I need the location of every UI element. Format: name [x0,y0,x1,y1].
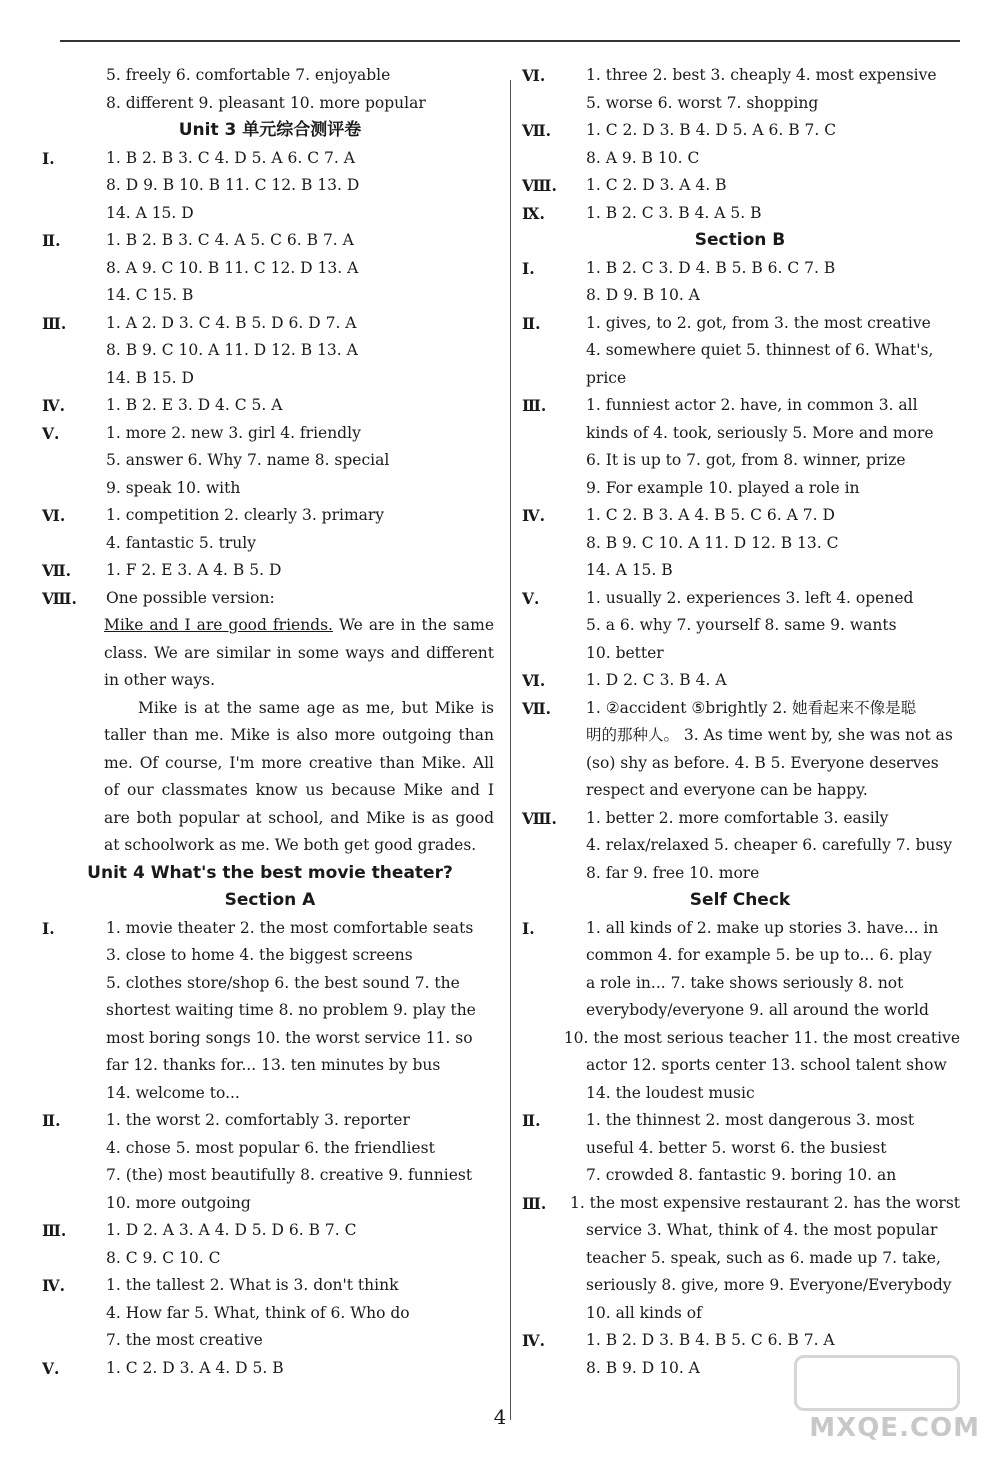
answer-text: 1. competition 2. clearly 3. primary [106,506,385,524]
section-heading: Section B [694,230,786,250]
answer-text: price [586,368,627,387]
answer-line [520,832,960,860]
answer-text: 4. fantastic 5. truly [106,533,256,552]
answer-line [520,1327,960,1355]
answer-text: 8. B 9. D 10. A [586,1358,700,1377]
answer-line [520,1107,960,1135]
item-number: Ⅷ. [522,176,557,195]
answer-line [520,117,960,145]
answer-text: kinds of 4. took, seriously 5. More and more [586,423,934,442]
answer-text: 1. movie theater 2. the most comfortable seats [106,918,474,937]
answer-text: a role in... 7. take shows seriously 8. not [586,973,904,992]
essay-p1-rest: We are in the same class. We are similar in some ways and different in other ways. [104,616,494,689]
essay-topic-sentence: Mike and I are good friends. [104,616,333,634]
answer-line [520,282,960,310]
answer-text: 8. B 9. C 10. A 11. D 12. B 13. A [106,341,358,359]
answer-text: 1. the worst 2. comfortably 3. reporter [106,1111,410,1129]
item-number: Ⅰ. [42,148,55,168]
answer-line [520,200,960,228]
answer-line [40,530,500,558]
answer-text: 1. D 2. A 3. A 4. D 5. D 6. B 7. C [106,1221,357,1239]
answer-line [40,1245,500,1273]
answer-text: 5. clothes store/shop 6. the best sound 7. the [106,973,460,992]
answer-text: One possible version: [106,588,275,607]
answer-line [520,1217,960,1245]
item-number: Ⅴ. [42,1358,60,1378]
answer-text: 1. B 2. C 3. B 4. A 5. B [586,203,762,222]
answer-line [40,310,500,338]
answer-text: 10. better [586,643,664,662]
answer-text: 14. the loudest music [586,1083,755,1102]
item-number: Ⅲ. [42,313,67,333]
answer-text: 1. C 2. D 3. A 4. B [586,176,727,194]
item-number: Ⅳ. [522,506,545,525]
answer-line [40,970,500,998]
answer-text: 4. relax/relaxed 5. cheaper 6. carefully 7. busy [586,836,953,854]
item-number: Ⅲ. [522,396,547,415]
item-number: Ⅷ. [42,588,77,608]
answer-text: 4. somewhere quiet 5. thinnest of 6. What's, [586,341,934,359]
answer-text: useful 4. better 5. worst 6. the busiest [586,1138,887,1157]
column-divider [510,80,511,1420]
left-column [40,62,500,1382]
answer-line [40,200,500,228]
item-number: Ⅱ. [522,1111,541,1130]
answer-text: 1. C 2. D 3. A 4. D 5. B [106,1358,284,1377]
answer-line [40,1272,500,1300]
answer-text: 1. funniest actor 2. have, in common 3. all [586,396,918,414]
answer-line [520,62,960,90]
answer-line [520,337,960,365]
answer-line [40,255,500,283]
answer-text: respect and everyone can be happy. [586,781,868,799]
answer-text: 10. all kinds of [586,1303,702,1322]
answer-text: everybody/everyone 9. all around the world [586,1001,929,1019]
answer-text: 9. For example 10. played a role in [586,478,860,497]
answer-line [520,750,960,778]
answer-line [520,970,960,998]
answer-line [40,557,500,585]
answer-line [40,915,500,943]
item-number: Ⅶ. [522,698,552,718]
answer-text: seriously 8. give, more 9. Everyone/Everybody [586,1276,952,1294]
answer-line [520,530,960,558]
essay-paragraph-1 [104,612,494,695]
answer-line [40,475,500,503]
item-number: Ⅴ. [42,423,60,443]
answer-text: 1. B 2. B 3. C 4. A 5. C 6. B 7. A [106,231,354,249]
answer-text: 7. (the) most beautifully 8. creative 9. funniest [106,1166,473,1184]
answer-line [520,915,960,943]
answer-line [520,557,960,585]
answer-text: 明的那种人。 3. As time went by, she was not as [586,726,953,744]
answer-line [40,392,500,420]
top-rule [60,40,960,42]
item-number: Ⅷ. [522,808,557,828]
answer-line [520,722,960,750]
answer-line [40,90,500,118]
answer-line [40,227,500,255]
answer-text: 5. freely 6. comfortable 7. enjoyable [106,66,391,84]
section-heading: Unit 4 What's the best movie theater? [87,862,453,883]
answer-line [520,475,960,503]
section-heading: Section A [224,890,316,910]
answer-text: 1. three 2. best 3. cheaply 4. most expensive [586,66,937,84]
page-number: 4 [493,1405,507,1429]
answer-text: 1. B 2. D 3. B 4. B 5. C 6. B 7. A [586,1331,835,1349]
answer-line [40,1080,500,1108]
answer-line [520,805,960,833]
answer-line [520,420,960,448]
left-answers-unit4 [40,860,500,1383]
answer-line [520,447,960,475]
answer-text: 14. A 15. D [106,203,194,222]
answer-text: 1. ②accident ⑤brightly 2. 她看起来不像是聪 [586,698,917,717]
answer-line [40,172,500,200]
answer-text: 6. It is up to 7. got, from 8. winner, prize [586,451,906,469]
answer-line [520,942,960,970]
answer-line [520,502,960,530]
item-number: Ⅰ. [42,918,55,938]
item-number: Ⅶ. [522,121,552,140]
answer-text: 8. C 9. C 10. C [106,1248,221,1267]
watermark-text: MXQE.COM [809,1413,980,1443]
item-number: Ⅳ. [42,1276,65,1295]
answer-text: 14. B 15. D [106,368,194,387]
answer-line [520,90,960,118]
essay [40,612,500,860]
answer-line [40,1052,500,1080]
answer-line [40,1327,500,1355]
answer-text: 1. B 2. E 3. D 4. C 5. A [106,396,283,414]
item-number: Ⅵ. [522,671,546,690]
item-number: Ⅰ. [522,918,535,938]
item-number: Ⅶ. [42,561,72,580]
answer-line [520,1272,960,1300]
answer-text: 1. the thinnest 2. most dangerous 3. most [586,1111,915,1129]
answer-line [520,667,960,695]
answer-text: 1. usually 2. experiences 3. left 4. opened [586,588,914,607]
answer-line [520,1190,960,1218]
answer-line [520,997,960,1025]
answer-line [40,997,500,1025]
answer-line [520,145,960,173]
answer-text: 8. far 9. free 10. more [586,863,760,882]
answer-line [520,1135,960,1163]
answer-text: 14. C 15. B [106,286,194,304]
answer-text: 5. a 6. why 7. yourself 8. same 9. wants [586,616,897,634]
answer-text: 7. the most creative [106,1331,263,1349]
answer-line [40,1135,500,1163]
answer-line [40,1190,500,1218]
answer-text: 8. B 9. C 10. A 11. D 12. B 13. C [586,533,839,552]
answer-text: 5. worse 6. worst 7. shopping [586,93,819,112]
answer-text: 1. F 2. E 3. A 4. B 5. D [106,561,282,579]
item-number: Ⅵ. [42,506,66,525]
answer-text: 1. the tallest 2. What is 3. don't think [106,1276,399,1294]
answer-line [520,612,960,640]
answer-text: 1. B 2. C 3. D 4. B 5. B 6. C 7. B [586,258,836,277]
answer-line [520,1300,960,1328]
item-number: Ⅲ. [42,1221,67,1240]
answer-line [520,172,960,200]
answer-text: 8. D 9. B 10. A [586,286,700,304]
answer-text: common 4. for example 5. be up to... 6. play [586,946,932,964]
answer-text: 1. the most expensive restaurant 2. has the worst [569,1193,960,1212]
item-number: Ⅵ. [522,66,546,85]
answer-line [40,1355,500,1383]
answer-text: 14. welcome to... [106,1083,240,1102]
answer-text: (so) shy as before. 4. B 5. Everyone deserves [586,753,939,772]
answer-line [520,255,960,283]
answer-text: 8. D 9. B 10. B 11. C 12. B 13. D [106,176,360,194]
answer-text: 1. D 2. C 3. B 4. A [586,671,727,689]
item-number: Ⅱ. [522,313,541,333]
answer-line [40,1025,500,1053]
answer-line [520,1052,960,1080]
answer-text: 5. answer 6. Why 7. name 8. special [106,451,390,469]
answer-text: 14. A 15. B [586,561,673,579]
answer-text: service 3. What, think of 4. the most popular [586,1221,938,1239]
item-number: Ⅴ. [522,588,540,608]
answer-line [40,337,500,365]
answer-line [520,585,960,613]
answer-line [40,365,500,393]
item-number: Ⅳ. [42,396,65,415]
answer-text: 8. A 9. B 10. C [586,148,700,167]
answer-text: 3. close to home 4. the biggest screens [106,946,413,964]
right-column [520,62,960,1382]
answer-text: 4. chose 5. most popular 6. the friendliest [106,1138,435,1157]
answer-text: 1. A 2. D 3. C 4. B 5. D 6. D 7. A [106,313,357,332]
answer-text: actor 12. sports center 13. school talent show [586,1056,947,1074]
answer-line [40,145,500,173]
item-number: Ⅳ. [522,1331,545,1350]
answer-line [520,695,960,723]
watermark-logo [794,1355,960,1411]
essay-paragraph-2: Mike is at the same age as me, but Mike is taller than me. Mike is also more outgoing than me. Of course, I'm more creative than Mike. All of our classmates know us because Mike and I are both popular at school, and Mike is as good at schoolwork as me. We both get good grades. [104,698,494,854]
answer-text: shortest waiting time 8. no problem 9. play the [106,1001,476,1019]
answer-text: 1. all kinds of 2. make up stories 3. have... in [586,918,939,937]
answer-text: far 12. thanks for... 13. ten minutes by bus [106,1056,441,1074]
answer-line [40,1107,500,1135]
answer-line [520,777,960,805]
answer-line [520,365,960,393]
answer-text: 4. How far 5. What, think of 6. Who do [106,1303,410,1322]
answer-line [520,860,960,888]
answer-text: most boring songs 10. the worst service 11. so [106,1028,473,1047]
answer-text: 1. B 2. B 3. C 4. D 5. A 6. C 7. A [106,148,355,167]
answer-line [40,1162,500,1190]
answer-line [520,1025,960,1053]
item-number: Ⅸ. [522,203,545,223]
answer-line [40,282,500,310]
answer-text: 1. more 2. new 3. girl 4. friendly [106,423,361,442]
answer-line [40,420,500,448]
answer-line [40,942,500,970]
answer-line [520,1245,960,1273]
answer-line [520,1162,960,1190]
answer-line [520,1080,960,1108]
item-number: Ⅰ. [522,258,535,278]
answer-text: 9. speak 10. with [106,478,241,497]
answer-text: 1. better 2. more comfortable 3. easily [586,808,889,827]
answer-line [520,640,960,668]
answer-line [40,1217,500,1245]
answer-text: 8. different 9. pleasant 10. more popular [106,93,426,112]
section-heading: Unit 3 单元综合测评卷 [178,120,362,140]
answer-text: 1. gives, to 2. got, from 3. the most creative [586,313,931,332]
item-number: Ⅱ. [42,1111,61,1130]
answer-line [40,447,500,475]
answer-line [40,502,500,530]
answer-text: 10. more outgoing [106,1193,251,1212]
answer-text: 8. A 9. C 10. B 11. C 12. D 13. A [106,258,359,277]
answer-line [40,62,500,90]
answer-line [40,585,500,613]
answer-text: 1. C 2. B 3. A 4. B 5. C 6. A 7. D [586,506,835,524]
right-answers [520,62,960,1382]
answer-text: 1. C 2. D 3. B 4. D 5. A 6. B 7. C [586,121,837,139]
answer-text: 10. the most serious teacher 11. the most creative [563,1028,960,1047]
answer-line [40,1300,500,1328]
answer-line [520,310,960,338]
section-heading: Self Check [689,890,791,910]
item-number: Ⅱ. [42,231,61,250]
answer-text: teacher 5. speak, such as 6. made up 7. take, [586,1248,941,1267]
item-number: Ⅲ. [522,1193,547,1213]
left-answers-unit3 [40,62,500,612]
answer-text: 7. crowded 8. fantastic 9. boring 10. an [586,1166,897,1184]
answer-line [520,392,960,420]
